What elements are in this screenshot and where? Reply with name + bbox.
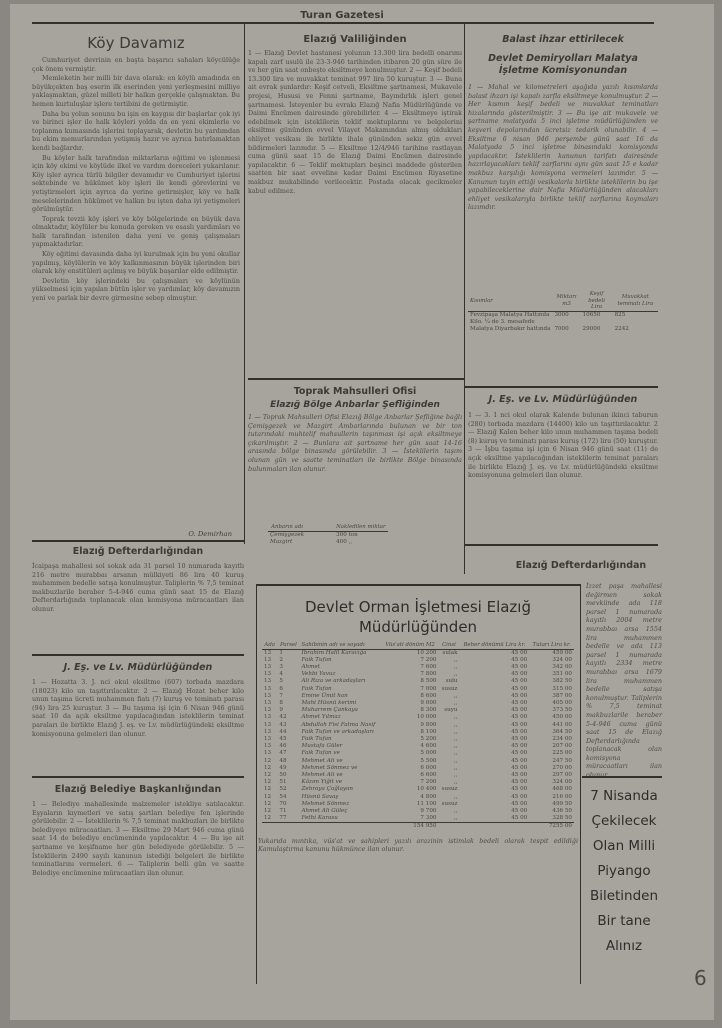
table-row: [262, 729, 574, 736]
table-cell: susuz: [441, 800, 458, 807]
table-row: [262, 736, 574, 743]
table-cell: 48: [279, 757, 287, 764]
table-cell: 42: [279, 714, 287, 721]
table-cell: 207 00: [552, 743, 572, 750]
table-cell: 7 200: [420, 656, 437, 663]
notice-body: İcaipaşa mahallesi sol sokak ada 31 parsel 10 numarada kayıtlı 216 metre murabbaı arsanın mülkiyeti 86 lira 40 kuruş muhammen bedelle satışa konulmuştur. Taliplerin % 7,5 teminat makbuzlarile beraber 5-4-946 cuma günü saat 15 de Elazığ Defterdarlığında toplanacak olan komisyona müracaatları ilan olunur.: [32, 562, 244, 613]
table-cell: Ahmet Yılmaz: [301, 714, 341, 721]
newspaper-page: [10, 4, 714, 1020]
table-row: [262, 664, 574, 671]
table-cell: 297 00: [552, 771, 572, 778]
table-cell: 9 800: [420, 721, 437, 728]
table-row: [262, 700, 574, 707]
table-cell: ,,: [453, 663, 458, 670]
table-cell: 7: [279, 692, 283, 699]
table-cell: İbrahim Halil Karacığa: [301, 649, 367, 656]
table-row: [262, 765, 574, 772]
table-cell: 13: [264, 685, 272, 692]
table-cell: ,,: [453, 692, 458, 699]
table-cell: 13: [264, 656, 272, 663]
col-rule-2: [464, 24, 465, 574]
table-cell: Faik Tufan: [301, 685, 332, 692]
table-cell: [613, 319, 658, 326]
table-cell: Zehraya Çağlayan: [301, 786, 354, 793]
table-row: [262, 686, 574, 693]
table-cell: 52: [279, 786, 287, 793]
table-cell: ,,: [453, 671, 458, 678]
table-cell: 324 00: [552, 779, 572, 786]
table-cell: 382 50: [552, 678, 572, 685]
table-cell: ,,: [453, 807, 458, 814]
ad-line: Biletinden: [589, 888, 659, 904]
orman-table: [262, 642, 574, 831]
table-row: [262, 801, 574, 808]
table-cell: suyu: [444, 707, 458, 714]
table-cell: 46: [279, 743, 287, 750]
notice-body: 1 — Elazığ Devlet hastanesi yolunun 13.300 lira bedelli onarımı kapalı zarf usulü ile 23-3-946 tarihinden itibaren 20 gün süre ile ve her gün saat onbeşte eksiltmeye konulmuştur. 2 — Keşif bedeli 13.300 lira ve muvakkat teminat 997 lira 50 kuruştur. 3 — Buna ait evrak şunlardır: Keşif cetveli, Eksiltme şartnamesi, Mukavele projesi, Hususi ve Fenni şartname, Bayındırlık işleri genel şartnamesi. İsteyenler bu evrakı Elazığ Nafia Müdürlüğünde ve Daimi Encümen dairesinde görebilirler. 4 — Eksiltmeye iştirak edebilmek için isteklilerin teklif mektuplarını ve belgelerini eksiltme gününden evvel Vilayet Makamından almış oldukları ehliyet vesikası ile birlikte ihale gününden sekiz gün evvel bildirmeleri lazımdır. 5 — Eksiltme 12/4/946 tarihine rastlayan cuma günü saat 15 de Elazığ Daimi Encümen dairesinde yapılacaktır. 6 — Teklif mektupları beşinci maddede gösterilen saatten bir saat evveline kadar Daimi Encümen Riyasetine makbuz mukabilinde verilecektir. Postada olacak gecikmeler kabul edilmez.: [248, 49, 462, 195]
table-cell: ,,: [453, 721, 458, 728]
notice-footer: Yukarıda mıntıka, vüs'at ve sahipleri yazılı arazinin istimlak bedeli olarak tespit edildiği Kamulaştırma kanunu hükmünce ilan olunur.: [258, 836, 578, 854]
notice-balast: [468, 26, 658, 374]
table-cell: 45 00: [511, 779, 528, 786]
table-cell: 45 00: [511, 807, 528, 814]
table-cell: Kâzım Yiğit ve: [301, 779, 343, 786]
notice-jandarma-hozat: [32, 658, 244, 774]
table-row: [262, 815, 574, 823]
h-rule-b1: [32, 654, 244, 656]
table-cell: 450 00: [552, 714, 572, 721]
table-cell: 71: [279, 807, 287, 814]
table-header: Muvakkat teminatı Lira: [613, 291, 658, 311]
table-row: [262, 808, 574, 815]
table-cell: 13: [264, 699, 272, 706]
table-row: [468, 311, 658, 319]
table-total-row: [262, 823, 574, 831]
table-cell: 6 600: [420, 771, 437, 778]
table-cell: 45 00: [511, 663, 528, 670]
table-cell: [581, 319, 613, 326]
table-row: [262, 693, 574, 700]
ad-line: Bir tane: [597, 913, 651, 929]
table-cell: 1: [279, 649, 283, 656]
table-cell: ,,: [453, 757, 458, 764]
masthead: Turan Gazetesi: [300, 10, 384, 21]
table-cell: 4 800: [420, 793, 437, 800]
table-row: [262, 657, 574, 664]
table-cell: 45 00: [511, 671, 528, 678]
table-cell: 7000: [554, 325, 569, 332]
table-cell: 13: [264, 714, 272, 721]
table-cell: 12: [264, 786, 272, 793]
paragraph: Cumhuriyet devrinin en başta başarıcı sahaları köycülüğe çok önem vermiştir.: [32, 56, 240, 73]
notice-subtitle: Elazığ Bölge Anbarlar Şefliğinden: [270, 400, 440, 410]
table-cell: 45 00: [511, 793, 528, 800]
table-cell: 459 00: [552, 649, 572, 656]
table-cell: 45 00: [511, 735, 528, 742]
table-cell: 2242: [614, 325, 629, 332]
table-cell: 10650: [582, 311, 601, 318]
table-cell: 13: [264, 728, 272, 735]
table-cell: 51: [279, 779, 287, 786]
h-rule-col3: [464, 386, 658, 388]
table-row: [262, 786, 574, 793]
table-cell: 12: [264, 764, 272, 771]
table-cell: ,,: [453, 771, 458, 778]
notice-title: Toprak Mahsulleri Ofisi: [293, 386, 417, 397]
table-cell: 13: [264, 649, 272, 656]
notice-title: J. Eş. ve Lv. Müdürlüğünden: [63, 662, 213, 673]
paragraph: Devletin köy işlerindeki bu çalışmaları ve köylünün yükselmesi için yapılan bütün işler ve yardımlar, köy davamızın yeni ve parlak bir devre girmesine sebep olmuştur.: [32, 276, 240, 303]
table-cell: 13: [264, 663, 272, 670]
table-cell: ,,: [453, 699, 458, 706]
table-cell: 70: [279, 800, 287, 807]
table-cell: 12: [264, 807, 272, 814]
table-cell: 400 ,,: [336, 538, 353, 545]
table-cell: sulu: [445, 678, 458, 685]
table-cell: ,,: [453, 764, 458, 771]
table-cell: 5: [279, 678, 283, 685]
table-cell: Mazgirt: [270, 538, 293, 545]
table-cell: 324 00: [552, 656, 572, 663]
table-cell: 468 00: [552, 786, 572, 793]
ad-line: Piyango: [597, 863, 651, 879]
table-cell: 300 ton: [336, 531, 358, 538]
table-header: Beher dönümü Lira kr.: [460, 642, 530, 649]
notice-body: İzzet paşa mahallesi değirmen sokak mevkiinde ada 118 parsel 1 numarada kayıtlı 2004 metre murabbaı arsa 1554 lira muhammen bedelle ve ada 113 parsel 1 numarada kayıtlı 2334 metre murabbaı arsa 1679 lira muhammen bedelle satışa konulmuştur. Taliplerin % 7,5 teminat makbuzlarile beraber 5-4-946 cuma günü saat 15 de Elazığ Defterdarlığında toplanacak olan komisyona müracaatları ilan: [586, 582, 662, 771]
table-cell: 45 00: [511, 714, 528, 721]
table-cell: 45 00: [511, 728, 528, 735]
table-cell: 10 200: [416, 649, 437, 656]
table-cell: 45 00: [511, 771, 528, 778]
notice-title: Elazığ Defterdarlığından: [72, 546, 204, 557]
table-cell: 5 000: [420, 750, 437, 757]
paragraph: Köy eğitimi davasında daha iyi kurulmak için bu yeni okullar yapılmış, köylülerin ve köy kalkınmasının büyük işlerinden biri olarak köy enstitüleri açılmış ve büyük başarılar elde edilmiştir.: [32, 250, 240, 276]
orman-box-left: [256, 584, 257, 984]
table-cell: 8 100: [420, 728, 437, 735]
notice-title: Elazığ Defterdarlığından: [515, 560, 647, 571]
table-cell: Vehbi Yavuz: [301, 671, 336, 678]
table-row: [262, 678, 574, 685]
table-cell: 45 00: [511, 800, 528, 807]
table-header: Sahibinin adı ve soyadı: [300, 642, 382, 649]
table-row: [262, 794, 574, 801]
table-cell: [300, 823, 382, 831]
table-cell: 441 00: [552, 721, 572, 728]
table-cell: Kilo. ¼ de 3. mesafede: [470, 318, 535, 325]
table-cell: 8 500: [420, 678, 437, 685]
table-cell: Mehmet Sönmez ve: [301, 764, 358, 771]
table-cell: 6: [279, 685, 283, 692]
table-cell: 247 50: [552, 757, 572, 764]
table-cell: 11 100: [416, 800, 437, 807]
table-row: [468, 326, 658, 333]
article-signature: O. Demirhan: [188, 530, 232, 538]
table-cell: 45 00: [511, 764, 528, 771]
table-cell: 4: [279, 671, 283, 678]
orman-box-right: [580, 584, 581, 984]
table-header: Anbarın adı: [268, 524, 306, 531]
table-cell: Ali Rıza ve arkadaşları: [301, 678, 366, 685]
table-cell: 45 00: [511, 721, 528, 728]
table-cell: 270 00: [552, 764, 572, 771]
table-cell: 13: [264, 678, 272, 685]
table-cell: [277, 823, 299, 831]
table-header: Kısımlar: [468, 291, 552, 311]
table-cell: 6 000: [420, 764, 437, 771]
notice-body: 1 — Mahal ve kilometreleri aşağıda yazılı kısımlarda balast ihzarı işi kapalı zarfla eksiltmeye konulmuştur. 2 — Her kısmın keşif bedeli ve muvakkat teminatları hizalarında gösterilmiştir. 3 — Bu işe ait mukavele ve şartname malatyada 5 inci işletme müdürlüğünden ve keşveri depolarından ücretsiz tedarik olunabilir. 4 — Eksiltme 6 nisan 946 perşembe günü saat 16 da Malatyada 5 inci işletme binasındaki komisyonda yapılacaktır. İsteklilerin kanunun tarifatı dairesinde hazırlayacakları teklif zarflarını aynı gün saat 15 e kadar makbuz karşılığı komisyona vermeleri lazımdır. 5 — Kanunun tayin ettiği vesikalarla birlikte isteklilerin bu işe yapabileceklerine dair Nafia Müdürlüğünden alacakları ehliyet vesikalarıyla birlikte teklif zarflarına koymaları lazımdır.: [468, 83, 658, 212]
notice-title: Balast ihzar ettirilecek: [502, 34, 624, 45]
table-cell: 825: [614, 311, 626, 318]
table-cell: 45 00: [511, 649, 528, 656]
table-cell: ,,: [453, 714, 458, 721]
table-cell: [262, 823, 277, 831]
h-rule-col1: [32, 540, 244, 542]
table-cell: 328 50: [552, 815, 572, 822]
paragraph: Daha bu yolun sonunu bu işin en kaygısı dir başlarlar çok iyi ve birinci işler ile halk köyleri yolda da en yeni ekimlerle ve toplanma kumasında işlerini toplayarak, devletin bu yardımdan bu ekim memurlarından yetişmiş hazır ve ayrıca hatırlamaktan kendi bağlardır.: [32, 109, 240, 152]
table-cell: 387 00: [552, 692, 572, 699]
table-cell: 10 000: [416, 714, 437, 721]
table-row: [268, 531, 388, 539]
ad-line: Alınız: [605, 938, 643, 954]
table-cell: Fevzipaşa Malatya Hattında: [470, 311, 550, 318]
table-row: [468, 319, 658, 326]
table-cell: Fethi Karasu: [301, 815, 338, 822]
table-cell: 45 00: [511, 743, 528, 750]
notice-subtitle: Devlet Demiryolları Malatya İşletme Komisyonundan: [488, 53, 638, 76]
balast-table: [468, 291, 658, 333]
table-cell: 13: [264, 671, 272, 678]
table-header: Ada: [262, 642, 277, 649]
table-row: [262, 743, 574, 750]
notice-belediye: [32, 780, 244, 992]
table-cell: 8 300: [420, 707, 437, 714]
table-cell: 373 50: [552, 707, 572, 714]
table-cell: 29000: [582, 325, 601, 332]
table-cell: 12: [264, 793, 272, 800]
notice-body: 1 — Hozatta 3. J. nci okul eksiltme (607) torbada mazdara (18023) kilo un taşıttırılacaktır. 2 — Elazığ Hozat beher kilo unun taşıma ücreti muhammen fiatı (7) kuruş ve teminatı parası (94) lira 25 kuruştur. 3 — Bu taşıma işi için 6 Nisan 946 günü saat 10 da açık eksiltme yapılacağından isteklilerin teminat paraları ile birlikte Elazığ J. eş. ve Lv. müdürlüğündeki eksiltme komisyonuna gelmeleri ilan olunur.: [32, 678, 244, 738]
table-cell: 364 50: [552, 728, 572, 735]
table-header: Nakledilen miktar: [306, 524, 387, 531]
table-cell: Çemişgezek: [270, 531, 305, 538]
ad-line: 7 Nisanda: [590, 788, 658, 804]
table-cell: 342 00: [552, 663, 572, 670]
table-row: [262, 649, 574, 657]
notice-title: Müdürlüğünden: [358, 618, 478, 636]
table-header: Miktarı m3: [552, 291, 580, 311]
table-cell: 216 00: [552, 793, 572, 800]
table-cell: 45 00: [511, 750, 528, 757]
table-cell: 12: [264, 771, 272, 778]
table-cell: Faik Tufan: [301, 656, 332, 663]
table-cell: Abdullah Fisi Fatma Nasif: [301, 721, 376, 728]
table-cell: 45 00: [511, 692, 528, 699]
table-cell: Ahmet Ali Güleç: [301, 807, 348, 814]
notice-defterdarlik-1: [32, 544, 244, 654]
table-cell: 154 950: [382, 823, 439, 831]
notice-body: 1 — Belediye mahallesinde malzemeler istekliye satılacaktır. Eşyaların kıymetleri ve satış şartları belediye fen işlerinde görülebilir. 2 — İsteklilerin % 7,5 teminat makbuzları ile birlikte belediyeye müracaatları. 3 — Eksiltme 29 Mart 946 cuma günü saat 14 de belediye encümeninde yapılacaktır. 4 — Bu işe ait şartname ve keşifname her gün belediyede görülebilir. 5 — İsteklilerin 2490 sayılı kanunun istediği belgeleri ile birlikte teminatlarını vermeleri. 6 — Taliplerin belli gün ve saatte Belediye encümenine müracaatları ilan olunur.: [32, 800, 244, 877]
table-cell: Mahi Hüsnü kerimi: [301, 699, 357, 706]
table-cell: [460, 823, 530, 831]
notice-title: Elazığ Belediye Başkanlığından: [54, 784, 222, 795]
article-body: [32, 56, 240, 536]
table-cell: 45: [279, 735, 287, 742]
table-cell: 9 000: [420, 699, 437, 706]
table-cell: ,,: [453, 750, 458, 757]
table-cell: 49: [279, 764, 287, 771]
table-cell: Faik Tufan ve: [301, 750, 340, 757]
table-cell: 7255 00: [529, 823, 574, 831]
table-header: Cinsi: [438, 642, 459, 649]
table-cell: 13: [264, 692, 272, 699]
table-cell: 225 00: [552, 750, 572, 757]
table-cell: 12: [264, 779, 272, 786]
table-cell: 8 600: [420, 692, 437, 699]
table-cell: 13: [264, 735, 272, 742]
table-cell: Mehmet Ali ve: [301, 771, 343, 778]
table-cell: 2: [279, 656, 283, 663]
table-cell: Mehmet Ali ve: [301, 757, 343, 764]
table-cell: 7 200: [420, 779, 437, 786]
table-cell: 13: [264, 707, 272, 714]
notice-body: 1 — Toprak Mahsulleri Ofisi Elazığ Bölge Anbarlar Şefliğine bağlı Çemişgezek ve Mazgirt Ambarlarında bulunan ve bir ton tutarındaki muhtelif mahsullerin taşınması işi açık eksiltmeye çıkarılmıştır. 2 — Bunlara ait şartname her gün saat 14-16 arasında bölge binasında görülebilir. 3 — İsteklilerin taşım olunan gün ve saatte teminatları ile birlikte Bölge binasında bulunmaları ilan olunur.: [248, 413, 462, 473]
table-cell: 45 00: [511, 656, 528, 663]
table-cell: ,,: [453, 793, 458, 800]
h-rule-middle: [464, 544, 658, 546]
article-title: Köy Davamız: [87, 34, 185, 52]
table-cell: 13: [264, 721, 272, 728]
h-rule-c3b: [582, 776, 662, 778]
table-cell: Ahmet: [301, 663, 321, 670]
piyango-ad: [582, 784, 666, 959]
table-cell: 12: [264, 757, 272, 764]
table-cell: 47: [279, 750, 287, 757]
paragraph: Bu köyler halk tarafından miktarların eğitimi ve işlenmesi için köy ekimi ve köylüde ilkel ve vardım dereceleri yukarılanır. Köy işler ayrıca türlü bilgiler devamıdır ve Cumhuriyet işlerini sektebinde ve hükümet köy işleri ile kendi görevlerini ve yetiştirmeleri için ayrıca da yerine getirmişler, köy ve halk meselelerinden hükümet ve halkın bu işten daha iyi yetişmeleri görülmüştür.: [32, 153, 240, 214]
table-cell: 7 300: [420, 815, 437, 822]
paragraph: Memleketin her milli bir dava olarak: en köylü amadında en büyükçekten baş eserin ilk eserinden yeni yerleşmesini milliye yaklaşmaktan, güzel milleti bir halkın gerçekle çalışmaktan. Bu hemen kurtuluşlar işlere tertibini de getirmiştir.: [32, 74, 240, 108]
table-cell: 3: [279, 663, 283, 670]
table-cell: 50: [279, 771, 287, 778]
table-cell: ,,: [453, 656, 458, 663]
table-cell: 436 50: [552, 807, 572, 814]
table-cell: 7 000: [420, 685, 437, 692]
table-cell: 315 00: [552, 685, 572, 692]
table-header: Keşif bedeli Lira: [581, 291, 613, 311]
table-row: [262, 758, 574, 765]
table-row: [262, 714, 574, 721]
table-cell: ,,: [453, 735, 458, 742]
table-cell: ,,: [453, 815, 458, 822]
orman-box-top: [256, 584, 580, 586]
table-header: Parsel: [277, 642, 299, 649]
table-cell: 54: [279, 793, 287, 800]
table-cell: 9 700: [420, 807, 437, 814]
table-cell: 5 500: [420, 757, 437, 764]
notice-valilik: [248, 26, 462, 376]
table-cell: 45 00: [511, 685, 528, 692]
table-cell: Faik Tufan ve arkadaşları: [301, 728, 374, 735]
notice-orman: [258, 588, 578, 980]
table-cell: 12: [264, 800, 272, 807]
table-cell: 7 600: [420, 663, 437, 670]
table-cell: 351 00: [552, 671, 572, 678]
ambar-table: [268, 524, 388, 546]
table-row: [262, 722, 574, 729]
table-cell: susuz: [441, 786, 458, 793]
table-cell: Hüsnü Savaş: [301, 793, 339, 800]
table-cell: 43: [279, 721, 287, 728]
table-cell: ,,: [453, 743, 458, 750]
table-cell: 13: [264, 750, 272, 757]
table-row: [262, 750, 574, 757]
h-rule-b2: [32, 776, 244, 778]
ad-line: Çekilecek: [591, 813, 657, 829]
table-cell: 234 00: [552, 735, 572, 742]
table-cell: susuz: [441, 685, 458, 692]
table-cell: 8: [279, 699, 283, 706]
table-cell: 12: [264, 815, 272, 822]
table-cell: Faik Tufan: [301, 735, 332, 742]
table-cell: 45 00: [511, 707, 528, 714]
table-cell: 13: [264, 743, 272, 750]
top-rule: [32, 22, 654, 24]
table-header: Tutarı Lira kr.: [529, 642, 574, 649]
table-cell: 4 600: [420, 743, 437, 750]
table-cell: 45 00: [511, 678, 528, 685]
notice-body: 1 — 3. 1 nci okul olarak Kalende bulunan ikinci taburun (280) torbada mazdara (14400) kilo un taşıttırılacaktır. 2 — Elazığ Kalen beher kilo unun muhammen taşıma bedeli (8) kuruş ve teminatı parası kuruş (172) lira (50) kuruştur. 3 — İşbu taşıma işi için 6 Nisan 946 günü saat (11) de açık eksiltme yapılacağından isteklilerin teminat paraları ile birlikte Elazığ J. eş. ve Lv. müdürlüğündeki eksiltme komisyonuna gelmeleri ilan olunur.: [468, 411, 658, 480]
table-cell: [552, 319, 580, 326]
table-cell: sulak: [442, 649, 458, 656]
table-row: [262, 671, 574, 678]
table-cell: ,,: [453, 779, 458, 786]
table-cell: 45 00: [511, 815, 528, 822]
table-cell: Muharrem Çankaya: [301, 707, 358, 714]
table-cell: [438, 823, 459, 831]
table-header: Vüs'ati dönüm M2: [382, 642, 439, 649]
h-rule-col2: [248, 378, 464, 380]
table-cell: 5 200: [420, 735, 437, 742]
table-cell: 10 400: [416, 786, 437, 793]
table-cell: 45 00: [511, 699, 528, 706]
notice-title: J. Eş. ve Lv. Müdürlüğünden: [488, 394, 638, 405]
notice-title: Devlet Orman İşletmesi Elazığ: [305, 598, 531, 616]
notice-jandarma-kalen: [468, 390, 658, 540]
page-number: 6: [694, 966, 707, 990]
table-cell: ,,: [453, 728, 458, 735]
table-cell: Mehmet Sönmez: [301, 800, 350, 807]
table-cell: 499 50: [552, 800, 572, 807]
table-cell: 44: [279, 728, 287, 735]
table-cell: Malatya Diyarbakır hattında: [470, 325, 551, 332]
paragraph: Toprak tevzii köy işleri ve köy bölgelerinde en büyük dava olmaktadır, köylüler bu konuda gereken ve esaslı yardımları ve halk tarafından istenilen daha yeni ve geniş çalışmaları yapmaktadırlar.: [32, 214, 240, 249]
table-row: [268, 539, 388, 546]
table-cell: 9: [279, 707, 283, 714]
table-cell: Mustafa Güler: [301, 743, 343, 750]
table-cell: Emine Ümit han: [301, 692, 348, 699]
article-koy-davamiz: [32, 26, 240, 538]
ad-line: Olan Milli: [592, 838, 656, 854]
table-cell: 7 800: [420, 671, 437, 678]
col-rule-1: [244, 24, 245, 544]
table-cell: 3000: [554, 311, 569, 318]
table-cell: 45 00: [511, 757, 528, 764]
table-cell: 45 00: [511, 786, 528, 793]
table-row: [262, 707, 574, 714]
table-cell: 405 00: [552, 699, 572, 706]
notice-title: Elazığ Valiliğinden: [303, 34, 407, 45]
notice-toprak: [248, 382, 462, 582]
table-cell: 77: [279, 815, 287, 822]
